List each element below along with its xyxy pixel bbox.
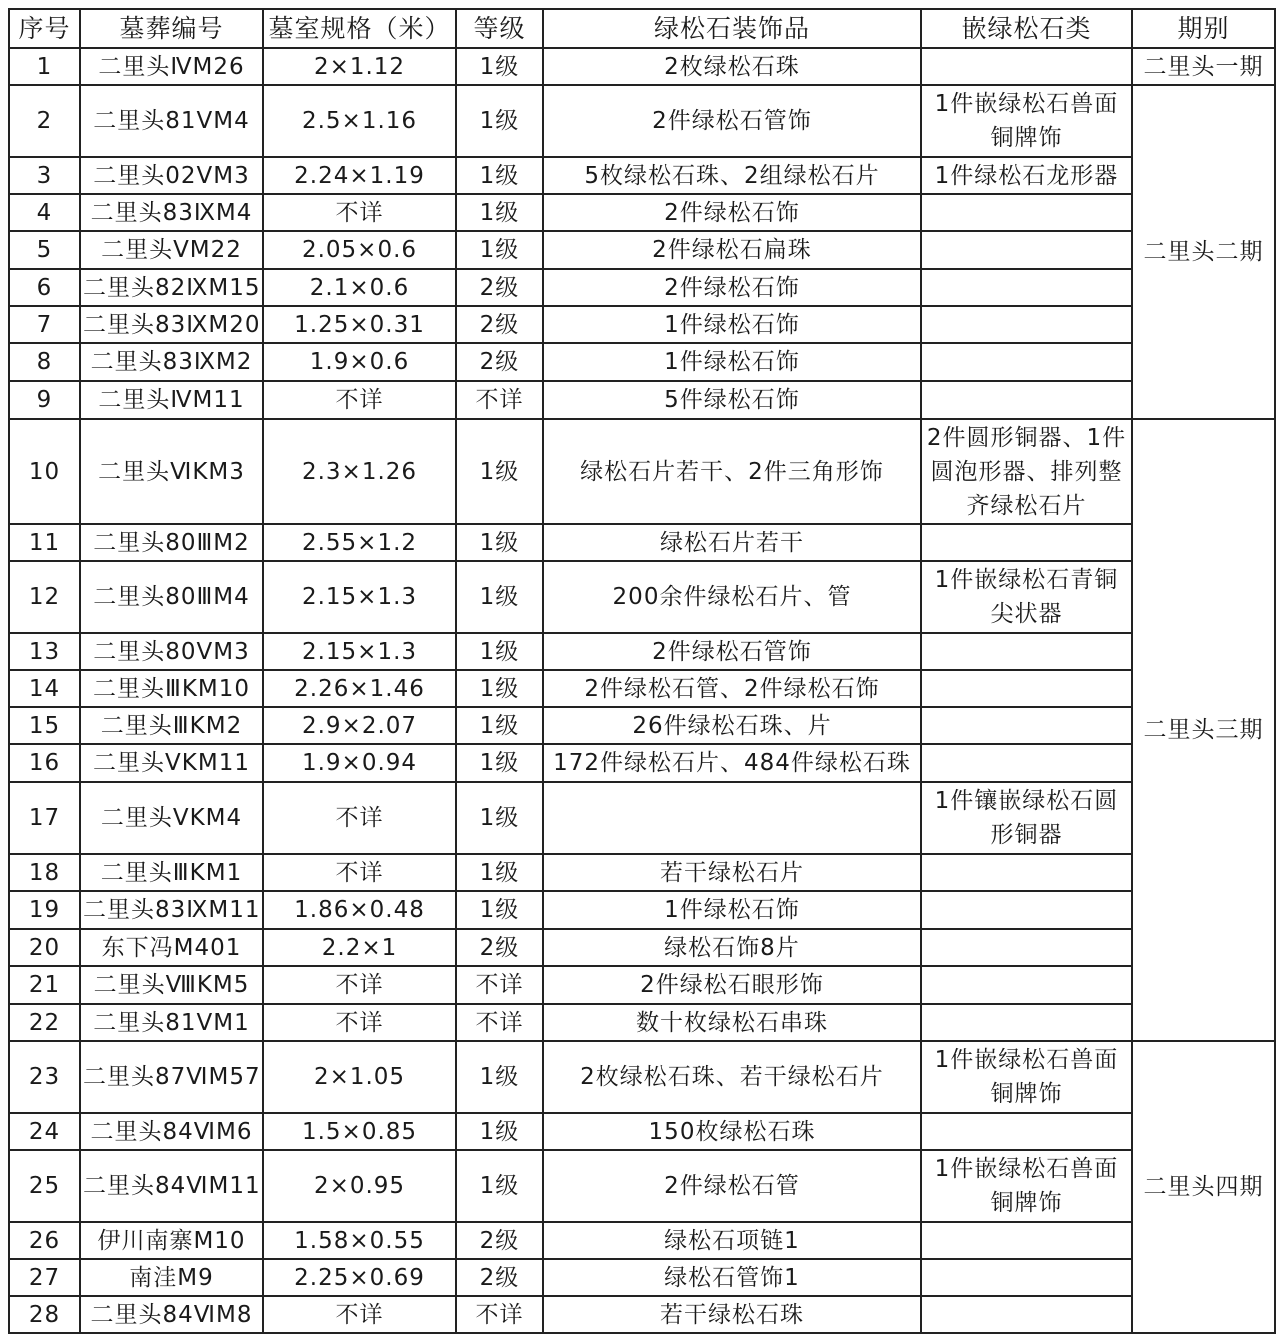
cell-inlaid [921,707,1132,744]
table-row [9,269,1275,306]
cell-grade: 1级 [456,561,543,633]
cell-turquoise: 若干绿松石片 [543,854,921,891]
cell-grade: 2级 [456,929,543,966]
cell-size: 不详 [263,966,456,1004]
cell-turquoise: 绿松石管饰1 [543,1259,921,1296]
cell-tomb: 二里头80ⅤM3 [80,633,263,670]
cell-grade: 1级 [456,419,543,524]
cell-turquoise: 5件绿松石饰 [543,381,921,419]
cell-inlaid [921,381,1132,419]
header-size: 墓室规格（米） [263,9,456,48]
cell-tomb: 二里头02ⅤM3 [80,157,263,194]
cell-size: 2.25×0.69 [263,1259,456,1296]
cell-turquoise: 26件绿松石珠、片 [543,707,921,744]
cell-turquoise [543,782,921,854]
cell-grade: 2级 [456,343,543,381]
table-row [9,744,1275,782]
cell-turquoise: 2件绿松石管、2件绿松石饰 [543,670,921,707]
table-row [9,1041,1275,1113]
cell-tomb: 二里头ⅢKM1 [80,854,263,891]
cell-no: 12 [9,561,80,633]
header-grade: 等级 [456,9,543,48]
cell-grade: 1级 [456,1113,543,1150]
cell-grade: 1级 [456,633,543,670]
cell-tomb: 二里头83ⅨM11 [80,891,263,929]
cell-turquoise: 200余件绿松石片、管 [543,561,921,633]
cell-size: 2.2×1 [263,929,456,966]
table-row [9,194,1275,231]
cell-grade: 不详 [456,966,543,1004]
cell-no: 7 [9,306,80,343]
cell-size: 2.1×0.6 [263,269,456,306]
cell-grade: 1级 [456,194,543,231]
cell-no: 1 [9,48,80,85]
cell-inlaid: 1件嵌绿松石兽面铜牌饰 [921,85,1132,157]
table-row [9,306,1275,343]
cell-tomb: 二里头80ⅢM2 [80,524,263,561]
cell-grade: 不详 [456,1004,543,1041]
cell-no: 6 [9,269,80,306]
cell-inlaid [921,343,1132,381]
table-row [9,966,1275,1004]
cell-inlaid: 1件嵌绿松石兽面铜牌饰 [921,1150,1132,1222]
cell-size: 1.25×0.31 [263,306,456,343]
cell-no: 26 [9,1222,80,1259]
cell-no: 3 [9,157,80,194]
cell-turquoise: 数十枚绿松石串珠 [543,1004,921,1041]
header-inlaid: 嵌绿松石类 [921,9,1132,48]
cell-size: 2.15×1.3 [263,561,456,633]
cell-no: 25 [9,1150,80,1222]
cell-size: 2×1.12 [263,48,456,85]
cell-no: 20 [9,929,80,966]
cell-inlaid [921,1222,1132,1259]
cell-grade: 2级 [456,1222,543,1259]
cell-period: 二里头一期 [1132,48,1275,85]
cell-inlaid [921,231,1132,269]
cell-grade: 1级 [456,782,543,854]
cell-inlaid [921,854,1132,891]
header-period: 期别 [1132,9,1275,48]
cell-size: 2.26×1.46 [263,670,456,707]
table-row [9,231,1275,269]
cell-inlaid [921,1296,1132,1333]
cell-size: 不详 [263,782,456,854]
cell-grade: 不详 [456,1296,543,1333]
cell-tomb: 二里头81ⅤM4 [80,85,263,157]
cell-size: 不详 [263,381,456,419]
cell-tomb: 二里头84ⅥM6 [80,1113,263,1150]
cell-turquoise: 2件绿松石管饰 [543,633,921,670]
table-row [9,670,1275,707]
cell-turquoise: 2件绿松石扁珠 [543,231,921,269]
turquoise-tomb-table [8,8,1276,1334]
cell-no: 4 [9,194,80,231]
cell-turquoise: 172件绿松石片、484件绿松石珠 [543,744,921,782]
cell-size: 2.9×2.07 [263,707,456,744]
cell-tomb: 伊川南寨M10 [80,1222,263,1259]
cell-no: 19 [9,891,80,929]
cell-no: 16 [9,744,80,782]
cell-inlaid: 1件绿松石龙形器 [921,157,1132,194]
cell-inlaid [921,670,1132,707]
cell-grade: 1级 [456,85,543,157]
cell-tomb: 二里头83ⅨM4 [80,194,263,231]
cell-turquoise: 绿松石项链1 [543,1222,921,1259]
cell-turquoise: 150枚绿松石珠 [543,1113,921,1150]
cell-no: 14 [9,670,80,707]
table-body [9,48,1275,1333]
table-row [9,48,1275,85]
table-row [9,1113,1275,1150]
cell-size: 2.24×1.19 [263,157,456,194]
cell-turquoise: 2件绿松石管饰 [543,85,921,157]
table-row [9,929,1275,966]
cell-tomb: 二里头ⅤKM11 [80,744,263,782]
cell-no: 8 [9,343,80,381]
cell-inlaid [921,929,1132,966]
cell-turquoise: 2件绿松石管 [543,1150,921,1222]
cell-inlaid: 2件圆形铜器、1件圆泡形器、排列整齐绿松石片 [921,419,1132,524]
table-row [9,854,1275,891]
cell-grade: 1级 [456,1041,543,1113]
cell-turquoise: 2件绿松石饰 [543,269,921,306]
cell-grade: 1级 [456,891,543,929]
cell-size: 1.5×0.85 [263,1113,456,1150]
cell-no: 11 [9,524,80,561]
table-row [9,707,1275,744]
header-turquoise: 绿松石装饰品 [543,9,921,48]
cell-no: 21 [9,966,80,1004]
cell-turquoise: 2枚绿松石珠、若干绿松石片 [543,1041,921,1113]
cell-grade: 1级 [456,524,543,561]
cell-turquoise: 1件绿松石饰 [543,891,921,929]
cell-size: 不详 [263,1296,456,1333]
cell-inlaid [921,966,1132,1004]
cell-no: 5 [9,231,80,269]
table-row [9,891,1275,929]
cell-no: 28 [9,1296,80,1333]
cell-tomb: 二里头ⅧKM5 [80,966,263,1004]
cell-grade: 1级 [456,670,543,707]
cell-tomb: 二里头83ⅨM2 [80,343,263,381]
cell-turquoise: 2件绿松石饰 [543,194,921,231]
cell-inlaid: 1件嵌绿松石兽面铜牌饰 [921,1041,1132,1113]
cell-grade: 1级 [456,854,543,891]
table-row [9,1259,1275,1296]
cell-no: 9 [9,381,80,419]
cell-turquoise: 1件绿松石饰 [543,306,921,343]
cell-grade: 2级 [456,306,543,343]
table-row [9,782,1275,854]
cell-no: 27 [9,1259,80,1296]
cell-tomb: 二里头84ⅥM11 [80,1150,263,1222]
cell-no: 15 [9,707,80,744]
cell-tomb: 二里头ⅣM26 [80,48,263,85]
cell-turquoise: 绿松石饰8片 [543,929,921,966]
cell-turquoise: 1件绿松石饰 [543,343,921,381]
table-row [9,561,1275,633]
cell-size: 2.55×1.2 [263,524,456,561]
table-row [9,1222,1275,1259]
cell-tomb: 二里头ⅢKM2 [80,707,263,744]
header-row [9,9,1275,48]
cell-size: 1.9×0.94 [263,744,456,782]
cell-inlaid [921,891,1132,929]
table-row [9,343,1275,381]
cell-inlaid [921,306,1132,343]
cell-tomb: 二里头81ⅤM1 [80,1004,263,1041]
cell-size: 2×1.05 [263,1041,456,1113]
cell-grade: 1级 [456,48,543,85]
cell-turquoise: 绿松石片若干、2件三角形饰 [543,419,921,524]
table-row [9,419,1275,524]
cell-no: 18 [9,854,80,891]
cell-turquoise: 2件绿松石眼形饰 [543,966,921,1004]
cell-turquoise: 若干绿松石珠 [543,1296,921,1333]
table-row [9,157,1275,194]
cell-tomb: 二里头84ⅥM8 [80,1296,263,1333]
cell-inlaid [921,269,1132,306]
cell-size: 2×0.95 [263,1150,456,1222]
cell-tomb: 二里头80ⅢM4 [80,561,263,633]
cell-period: 二里头四期 [1132,1041,1275,1333]
cell-inlaid [921,48,1132,85]
cell-period: 二里头二期 [1132,85,1275,419]
cell-grade: 2级 [456,269,543,306]
cell-size: 1.9×0.6 [263,343,456,381]
cell-grade: 1级 [456,744,543,782]
cell-size: 2.15×1.3 [263,633,456,670]
cell-size: 不详 [263,1004,456,1041]
cell-tomb: 二里头ⅢKM10 [80,670,263,707]
cell-no: 17 [9,782,80,854]
cell-grade: 1级 [456,707,543,744]
cell-grade: 不详 [456,381,543,419]
cell-grade: 1级 [456,157,543,194]
cell-inlaid [921,1004,1132,1041]
table-row [9,633,1275,670]
cell-inlaid [921,194,1132,231]
cell-turquoise: 5枚绿松石珠、2组绿松石片 [543,157,921,194]
cell-tomb: 二里头82ⅨM15 [80,269,263,306]
header-no: 序号 [9,9,80,48]
table-row [9,1150,1275,1222]
cell-grade: 1级 [456,1150,543,1222]
cell-tomb: 二里头ⅤM22 [80,231,263,269]
cell-no: 23 [9,1041,80,1113]
cell-tomb: 东下冯M401 [80,929,263,966]
cell-period: 二里头三期 [1132,419,1275,1041]
cell-inlaid [921,1113,1132,1150]
cell-tomb: 南洼M9 [80,1259,263,1296]
cell-tomb: 二里头83ⅨM20 [80,306,263,343]
cell-grade: 1级 [456,231,543,269]
cell-no: 2 [9,85,80,157]
cell-size: 2.3×1.26 [263,419,456,524]
cell-inlaid: 1件镶嵌绿松石圆形铜器 [921,782,1132,854]
cell-turquoise: 绿松石片若干 [543,524,921,561]
cell-no: 13 [9,633,80,670]
cell-no: 22 [9,1004,80,1041]
table-row [9,85,1275,157]
cell-size: 1.58×0.55 [263,1222,456,1259]
table-row [9,381,1275,419]
cell-tomb: 二里头ⅣM11 [80,381,263,419]
cell-tomb: 二里头ⅥKM3 [80,419,263,524]
cell-no: 24 [9,1113,80,1150]
cell-inlaid [921,524,1132,561]
cell-no: 10 [9,419,80,524]
table-row [9,1004,1275,1041]
table-row [9,524,1275,561]
table-row [9,1296,1275,1333]
cell-turquoise: 2枚绿松石珠 [543,48,921,85]
cell-size: 1.86×0.48 [263,891,456,929]
cell-inlaid [921,633,1132,670]
cell-inlaid: 1件嵌绿松石青铜尖状器 [921,561,1132,633]
header-tomb: 墓葬编号 [80,9,263,48]
cell-size: 2.05×0.6 [263,231,456,269]
cell-size: 不详 [263,194,456,231]
cell-tomb: 二里头ⅤKM4 [80,782,263,854]
cell-grade: 2级 [456,1259,543,1296]
cell-size: 2.5×1.16 [263,85,456,157]
cell-tomb: 二里头87ⅥM57 [80,1041,263,1113]
cell-inlaid [921,744,1132,782]
cell-size: 不详 [263,854,456,891]
cell-inlaid [921,1259,1132,1296]
